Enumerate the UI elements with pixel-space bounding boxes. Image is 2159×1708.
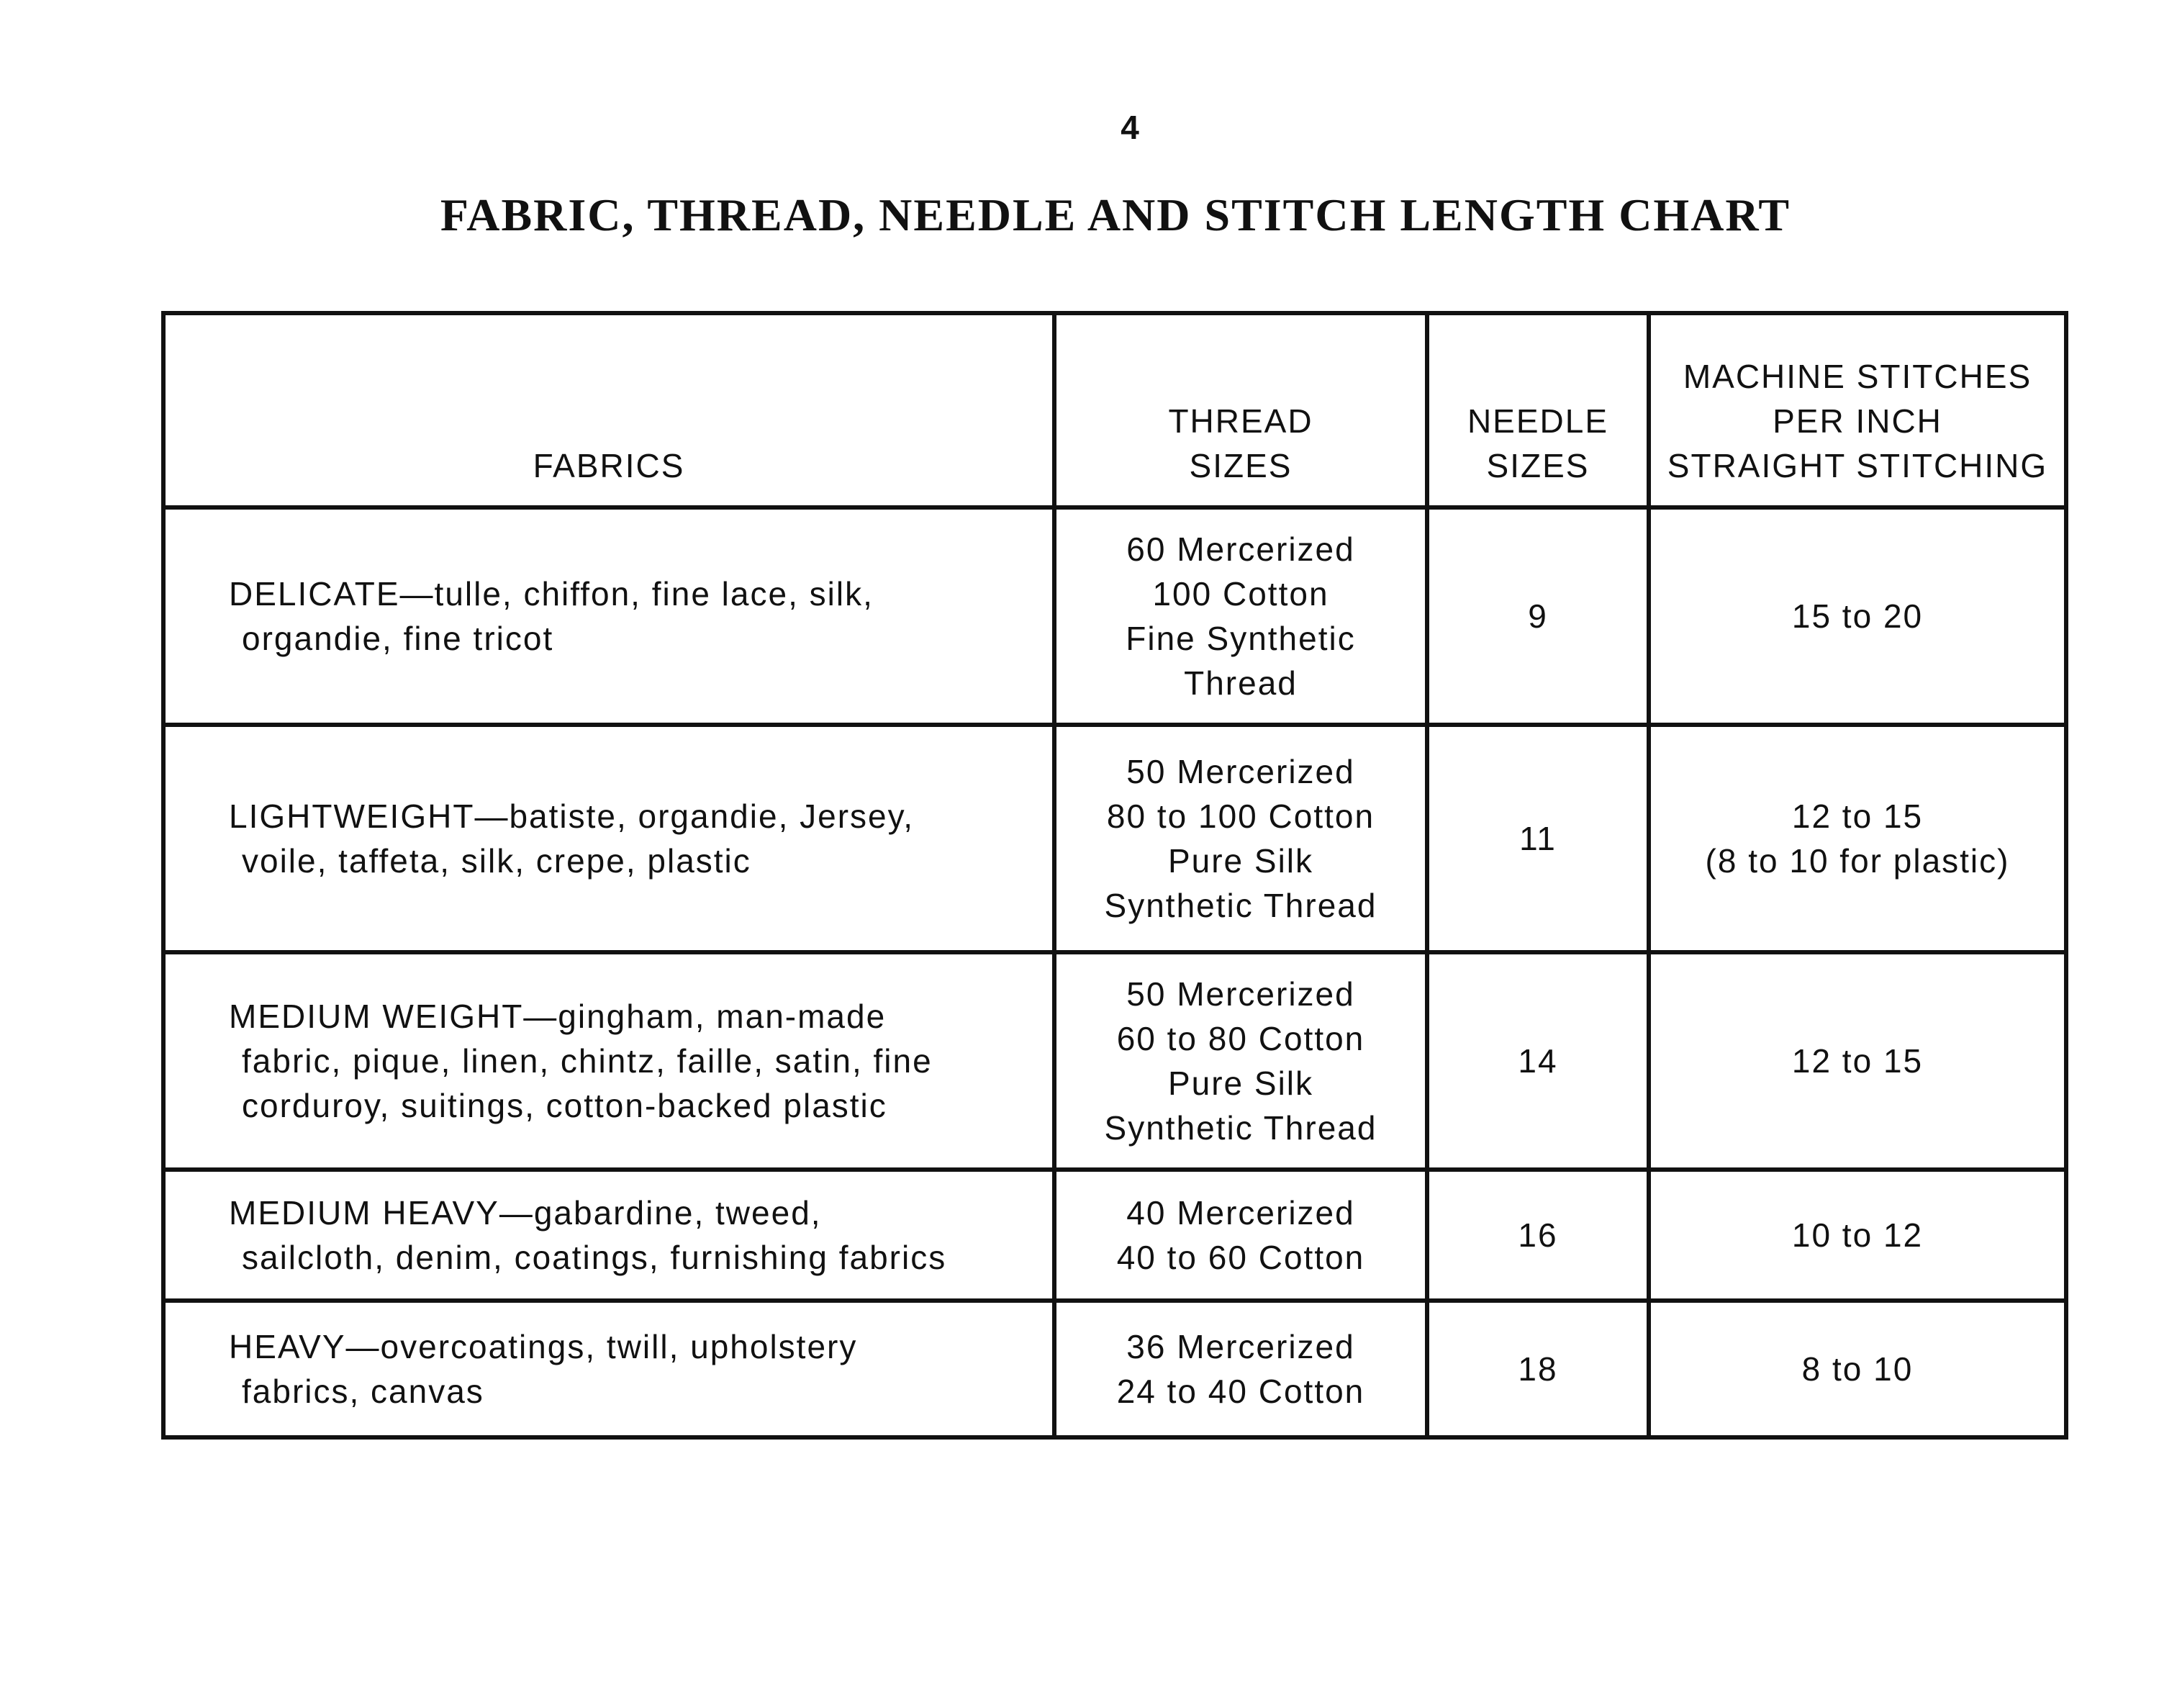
thread-line: 36 Mercerized: [1126, 1328, 1355, 1365]
thread-line: Synthetic Thread: [1104, 1109, 1377, 1147]
stitches-cell: [1649, 1301, 2066, 1437]
thread-line: 50 Mercerized: [1126, 975, 1355, 1013]
header-stitches-line: PER INCH: [1773, 402, 1942, 440]
fabric-line: corduroy, suitings, cotton-backed plastic: [242, 1087, 887, 1124]
header-row: [163, 313, 2066, 507]
header-thread-line: SIZES: [1189, 447, 1293, 484]
stitches-cell: [1649, 952, 2066, 1170]
fabric-line: fabrics, canvas: [242, 1373, 484, 1410]
table-body: [163, 507, 2066, 1437]
stitch-line: 12 to 15: [1791, 1042, 1924, 1080]
thread-cell: [1054, 507, 1427, 725]
fabric-cell: [163, 1301, 1054, 1437]
header-thread-line: THREAD: [1168, 402, 1313, 440]
fabric-line: LIGHTWEIGHT—batiste, organdie, Jersey,: [229, 797, 914, 835]
header-stitches-line: STRAIGHT STITCHING: [1667, 447, 2048, 484]
stitch-line: 15 to 20: [1791, 597, 1924, 635]
header-stitches-line: MACHINE STITCHES: [1683, 358, 2032, 395]
fabric-line: voile, taffeta, silk, crepe, plastic: [242, 842, 751, 880]
fabric-cell: [163, 507, 1054, 725]
stitch-line: 10 to 12: [1791, 1216, 1924, 1254]
thread-cell: [1054, 952, 1427, 1170]
thread-line: 60 Mercerized: [1126, 530, 1355, 568]
table-row-medium-heavy: [163, 1170, 2066, 1301]
thread-line: Synthetic Thread: [1104, 887, 1377, 924]
header-thread-sizes: [1054, 313, 1427, 507]
fabric-cell: [163, 952, 1054, 1170]
table-header: [163, 313, 2066, 507]
thread-line: Thread: [1184, 664, 1298, 702]
thread-line: 60 to 80 Cotton: [1116, 1020, 1365, 1057]
page-title: FABRIC, THREAD, NEEDLE AND STITCH LENGTH CHART: [440, 189, 1791, 240]
thread-line: 80 to 100 Cotton: [1106, 797, 1375, 835]
needle-cell: 16: [1427, 1170, 1649, 1301]
fabric-line: sailcloth, denim, coatings, furnishing fabrics: [242, 1239, 947, 1276]
header-fabrics-line: FABRICS: [533, 447, 685, 484]
header-fabrics: [163, 313, 1054, 507]
thread-cell: [1054, 1301, 1427, 1437]
thread-line: Pure Silk: [1167, 1065, 1314, 1102]
thread-cell: [1054, 1170, 1427, 1301]
fabric-line: fabric, pique, linen, chintz, faille, satin, fine: [242, 1042, 933, 1080]
header-needle-sizes: [1427, 313, 1649, 507]
thread-cell: [1054, 725, 1427, 952]
needle-cell: 14: [1427, 952, 1649, 1170]
stitches-cell: [1649, 1170, 2066, 1301]
stitches-cell: [1649, 725, 2066, 952]
header-needle-line: SIZES: [1486, 447, 1590, 484]
table-row-heavy: [163, 1301, 2066, 1437]
thread-line: 40 Mercerized: [1126, 1194, 1355, 1232]
fabric-line: DELICATE—tulle, chiffon, fine lace, silk,: [229, 575, 874, 613]
stitches-cell: [1649, 507, 2066, 725]
header-needle-line: NEEDLE: [1467, 402, 1609, 440]
fabric-thread-needle-chart: [161, 311, 2068, 1440]
needle-cell: 11: [1427, 725, 1649, 952]
needle-cell: 9: [1427, 507, 1649, 725]
fabric-cell: [163, 1170, 1054, 1301]
page-number: 4: [1121, 109, 1139, 146]
table-row-delicate: [163, 507, 2066, 725]
table-row-medium-weight: [163, 952, 2066, 1170]
thread-line: 40 to 60 Cotton: [1116, 1239, 1365, 1276]
thread-line: 24 to 40 Cotton: [1116, 1373, 1365, 1410]
stitch-line: 8 to 10: [1801, 1350, 1914, 1388]
fabric-line: HEAVY—overcoatings, twill, upholstery: [229, 1328, 858, 1365]
fabric-cell: [163, 725, 1054, 952]
stitch-line: 12 to 15: [1791, 797, 1924, 835]
table-row-lightweight: [163, 725, 2066, 952]
thread-line: 50 Mercerized: [1126, 753, 1355, 790]
thread-line: 100 Cotton: [1152, 575, 1329, 613]
header-machine-stitches: [1649, 313, 2066, 507]
fabric-line: MEDIUM HEAVY—gabardine, tweed,: [229, 1194, 822, 1232]
fabric-line: MEDIUM WEIGHT—gingham, man-made: [229, 998, 887, 1035]
thread-line: Fine Synthetic: [1126, 620, 1356, 657]
fabric-line: organdie, fine tricot: [242, 620, 554, 657]
stitch-line: (8 to 10 for plastic): [1705, 842, 2010, 880]
needle-cell: 18: [1427, 1301, 1649, 1437]
thread-line: Pure Silk: [1167, 842, 1314, 880]
